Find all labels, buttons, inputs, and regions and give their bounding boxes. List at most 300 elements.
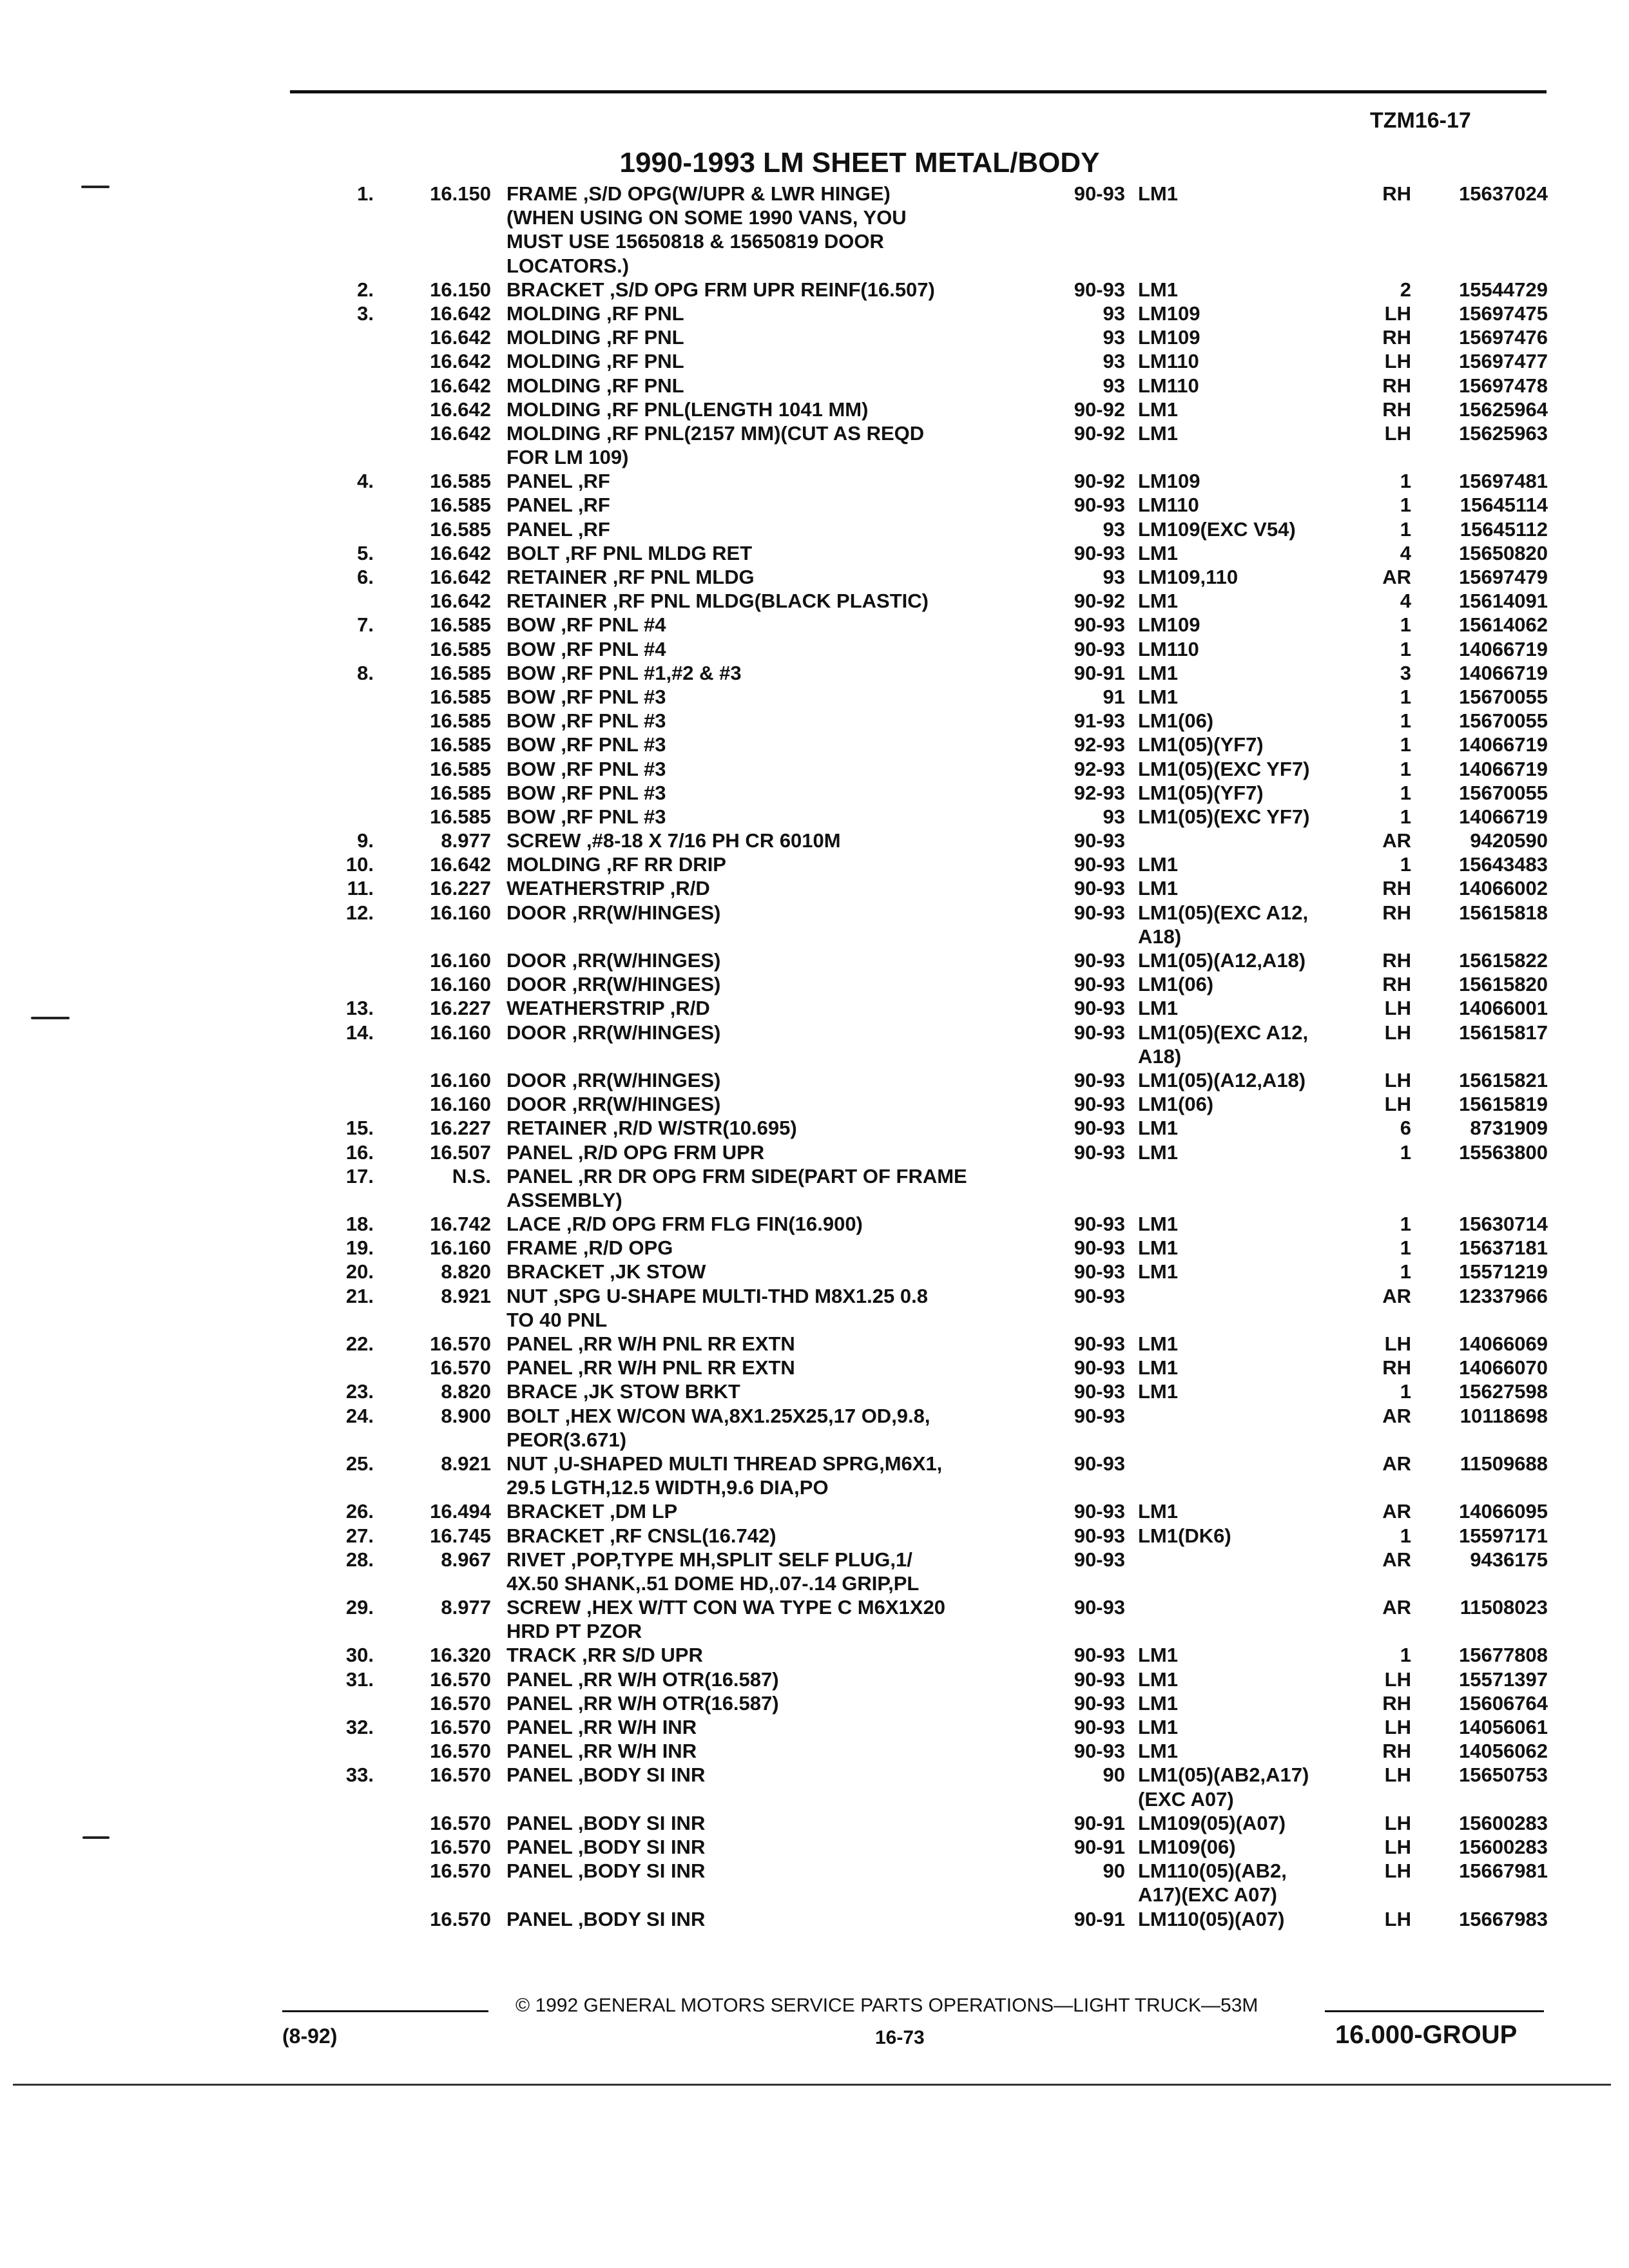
- model-years: 93: [1103, 517, 1125, 541]
- model-code: LM109(05)(A07): [1138, 1811, 1286, 1834]
- quantity: AR: [1382, 829, 1411, 852]
- model-years: 90-93: [1074, 973, 1125, 996]
- quantity: 1: [1400, 733, 1411, 756]
- table-row: [0, 996, 1629, 1020]
- table-row: [0, 1739, 1629, 1763]
- model-code: LM1: [1138, 997, 1178, 1020]
- quantity: 4: [1400, 541, 1411, 564]
- part-description: TO 40 PNL: [506, 1308, 608, 1331]
- quantity: LH: [1384, 302, 1411, 325]
- table-row: [0, 1428, 1629, 1452]
- model-years: 93: [1103, 302, 1125, 325]
- model-code: LM1(05)(A12,A18): [1138, 949, 1306, 972]
- part-number: 15697477: [1459, 350, 1548, 373]
- quantity: LH: [1384, 1332, 1411, 1355]
- table-row: [0, 445, 1629, 469]
- item-ref: 21.: [345, 1284, 374, 1307]
- model-code: LM1(05)(EXC A12,: [1138, 901, 1309, 924]
- part-description: PANEL ,RR W/H PNL RR EXTN: [506, 1356, 795, 1379]
- part-number: 15563800: [1459, 1140, 1548, 1164]
- model-years: 91-93: [1074, 709, 1125, 733]
- part-description: PANEL ,RR W/H INR: [506, 1740, 697, 1763]
- group-number: 8.921: [441, 1452, 491, 1475]
- quantity: 1: [1400, 1236, 1411, 1260]
- item-ref: 13.: [345, 997, 374, 1020]
- table-row: [0, 1643, 1629, 1667]
- group-number: 16.570: [430, 1811, 491, 1834]
- part-description: TRACK ,RR S/D UPR: [506, 1644, 703, 1667]
- quantity: 3: [1400, 661, 1411, 684]
- model-code: LM1: [1138, 1236, 1178, 1260]
- group-number: 16.570: [430, 1691, 491, 1715]
- group-number: 16.227: [430, 997, 491, 1020]
- table-row: [0, 1140, 1629, 1164]
- table-row: [0, 829, 1629, 852]
- model-code: LM1: [1138, 877, 1178, 900]
- part-description: NUT ,U-SHAPED MULTI THREAD SPRG,M6X1,: [506, 1452, 943, 1475]
- model-years: 90-91: [1074, 661, 1125, 684]
- item-ref: 10.: [345, 853, 374, 876]
- quantity: 2: [1400, 278, 1411, 301]
- part-description: FRAME ,S/D OPG(W/UPR & LWR HINGE): [506, 182, 891, 205]
- part-description: PANEL ,RR W/H OTR(16.587): [506, 1691, 779, 1715]
- group-number: 16.585: [430, 781, 491, 804]
- table-row: [0, 1763, 1629, 1787]
- table-row: [0, 469, 1629, 493]
- footer-date-code: (8-92): [282, 2024, 338, 2048]
- model-code: LM110: [1138, 374, 1199, 397]
- item-ref: 6.: [357, 566, 374, 588]
- table-row: [0, 901, 1629, 925]
- table-row: [0, 1475, 1629, 1499]
- part-number: 15650753: [1459, 1763, 1548, 1787]
- part-description: BOW ,RF PNL #3: [506, 685, 666, 708]
- part-description: DOOR ,RR(W/HINGES): [506, 1093, 721, 1116]
- part-description: FOR LM 109): [506, 446, 629, 469]
- table-row: [0, 1907, 1629, 1931]
- part-description: RETAINER ,R/D W/STR(10.695): [506, 1117, 797, 1140]
- model-years: 90: [1103, 1763, 1125, 1787]
- part-description: PANEL ,RF: [506, 470, 610, 493]
- part-description: NUT ,SPG U-SHAPE MULTI-THD M8X1.25 0.8: [506, 1284, 928, 1307]
- group-number: 16.570: [430, 1860, 491, 1883]
- group-number: 16.160: [430, 1236, 491, 1260]
- table-row: [0, 493, 1629, 517]
- quantity: 1: [1400, 637, 1411, 660]
- model-years: 90-93: [1074, 949, 1125, 972]
- model-years: 90-92: [1074, 398, 1125, 421]
- group-number: 16.642: [430, 398, 491, 421]
- group-number: 16.570: [430, 1740, 491, 1763]
- model-code: LM1: [1138, 1667, 1178, 1691]
- quantity: 1: [1400, 853, 1411, 876]
- part-number: 15627598: [1459, 1380, 1548, 1403]
- group-number: 16.585: [430, 757, 491, 780]
- table-row: [0, 229, 1629, 253]
- table-row: [0, 398, 1629, 421]
- footer-page-number: 16-73: [875, 2027, 925, 2048]
- bottom-rule: [13, 2084, 1611, 2086]
- group-number: 16.642: [430, 374, 491, 397]
- table-row: [0, 1667, 1629, 1691]
- part-description: PANEL ,BODY SI INR: [506, 1811, 706, 1834]
- model-years: 92-93: [1074, 781, 1125, 804]
- model-years: 90-93: [1074, 877, 1125, 900]
- group-number: 16.585: [430, 613, 491, 637]
- quantity: LH: [1384, 1763, 1411, 1787]
- group-number: 16.160: [430, 1021, 491, 1044]
- model-code: A18): [1138, 1044, 1182, 1068]
- model-code: LM109: [1138, 302, 1200, 325]
- model-code: LM1: [1138, 590, 1178, 613]
- quantity: LH: [1384, 1860, 1411, 1883]
- part-description: BOLT ,HEX W/CON WA,8X1.25X25,17 OD,9.8,: [506, 1404, 930, 1427]
- quantity: 1: [1400, 1524, 1411, 1547]
- model-years: 90-93: [1074, 901, 1125, 924]
- part-description: HRD PT PZOR: [506, 1620, 642, 1643]
- group-number: 16.160: [430, 949, 491, 972]
- part-number: 14066719: [1459, 805, 1548, 828]
- model-code: LM110(05)(AB2,: [1138, 1860, 1287, 1883]
- item-ref: 1.: [357, 182, 374, 205]
- group-number: 16.570: [430, 1667, 491, 1691]
- table-row: [0, 565, 1629, 589]
- table-row: [0, 1595, 1629, 1619]
- model-years: 90-93: [1074, 1667, 1125, 1691]
- quantity: 1: [1400, 709, 1411, 733]
- model-code: LM109: [1138, 326, 1200, 349]
- model-years: 90-93: [1074, 1404, 1125, 1427]
- group-number: 8.967: [441, 1548, 491, 1571]
- model-code: LM1(05)(EXC A12,: [1138, 1021, 1309, 1044]
- part-number: 15697481: [1459, 470, 1548, 493]
- part-number: 15670055: [1459, 781, 1548, 804]
- model-years: 93: [1103, 326, 1125, 349]
- part-number: 15697476: [1459, 326, 1548, 349]
- part-description: PANEL ,RF: [506, 517, 610, 541]
- part-number: 10118698: [1460, 1404, 1548, 1427]
- group-number: 8.820: [441, 1260, 491, 1283]
- group-number: 16.320: [430, 1644, 491, 1667]
- part-number: 15571397: [1459, 1667, 1548, 1691]
- footer-group: 16.000-GROUP: [1335, 2021, 1518, 2049]
- model-code: LM109(EXC V54): [1138, 517, 1296, 541]
- model-code: LM1: [1138, 182, 1178, 205]
- part-description: BRACE ,JK STOW BRKT: [506, 1380, 740, 1403]
- quantity: RH: [1382, 1356, 1411, 1379]
- part-number: 15670055: [1459, 709, 1548, 733]
- table-row: [0, 1452, 1629, 1475]
- model-years: 90-93: [1074, 1524, 1125, 1547]
- part-description: RIVET ,POP,TYPE MH,SPLIT SELF PLUG,1/: [506, 1548, 912, 1571]
- part-description: BOW ,RF PNL #1,#2 & #3: [506, 661, 742, 684]
- table-row: [0, 278, 1629, 302]
- model-years: 90-93: [1074, 1691, 1125, 1715]
- part-number: 15615822: [1459, 949, 1548, 972]
- part-description: MOLDING ,RF PNL(2157 MM)(CUT AS REQD: [506, 421, 925, 445]
- part-number: 15615817: [1459, 1021, 1548, 1044]
- footer-copyright: © 1992 GENERAL MOTORS SERVICE PARTS OPERATIONS—LIGHT TRUCK—53M: [516, 1995, 1258, 2016]
- table-row: [0, 1835, 1629, 1859]
- part-number: 15667983: [1459, 1907, 1548, 1930]
- part-number: 15615821: [1459, 1068, 1548, 1091]
- page-code: TZM16-17: [1370, 108, 1471, 133]
- model-years: 90-93: [1074, 829, 1125, 852]
- group-number: 16.585: [430, 685, 491, 708]
- quantity: AR: [1382, 1596, 1411, 1619]
- part-number: 14066719: [1459, 733, 1548, 756]
- table-row: [0, 1548, 1629, 1571]
- group-number: 16.642: [430, 350, 491, 373]
- table-row: [0, 613, 1629, 637]
- model-years: 90-91: [1074, 1907, 1125, 1930]
- quantity: RH: [1382, 1691, 1411, 1715]
- model-code: LM1: [1138, 1380, 1178, 1403]
- item-ref: 25.: [345, 1452, 374, 1475]
- item-ref: 2.: [357, 278, 374, 301]
- part-description: BRACKET ,JK STOW: [506, 1260, 706, 1283]
- model-code: LM109: [1138, 470, 1200, 493]
- model-code: LM110: [1138, 637, 1199, 660]
- quantity: 1: [1400, 1260, 1411, 1283]
- model-years: 90-93: [1074, 1332, 1125, 1355]
- part-description: PANEL ,RR DR OPG FRM SIDE(PART OF FRAME: [506, 1164, 967, 1187]
- parts-table: [0, 182, 1629, 1931]
- item-ref: 23.: [345, 1380, 374, 1403]
- part-description: MOLDING ,RF RR DRIP: [506, 853, 726, 876]
- group-number: 16.642: [430, 541, 491, 564]
- model-years: 90-93: [1074, 1117, 1125, 1140]
- model-years: 90-91: [1074, 1811, 1125, 1834]
- model-code: LM1(05)(A12,A18): [1138, 1068, 1306, 1091]
- model-years: 90-93: [1074, 1260, 1125, 1283]
- part-description: SCREW ,HEX W/TT CON WA TYPE C M6X1X20: [506, 1596, 945, 1619]
- model-code: LM1(05)(YF7): [1138, 781, 1264, 804]
- model-years: 90-92: [1074, 470, 1125, 493]
- model-code: LM1(06): [1138, 709, 1214, 733]
- item-ref: 17.: [345, 1164, 374, 1187]
- item-ref: 18.: [345, 1213, 374, 1236]
- model-code: LM1: [1138, 1140, 1178, 1164]
- part-description: DOOR ,RR(W/HINGES): [506, 973, 721, 996]
- item-ref: 29.: [345, 1596, 374, 1619]
- page-title: 1990-1993 LM SHEET METAL/BODY: [619, 147, 1100, 178]
- part-number: 15606764: [1459, 1691, 1548, 1715]
- part-description: DOOR ,RR(W/HINGES): [506, 1021, 721, 1044]
- part-description: WEATHERSTRIP ,R/D: [506, 877, 710, 900]
- part-description: MOLDING ,RF PNL: [506, 374, 684, 397]
- item-ref: 33.: [345, 1763, 374, 1787]
- table-row: [0, 1379, 1629, 1403]
- quantity: LH: [1384, 421, 1411, 445]
- table-row: [0, 1308, 1629, 1332]
- table-row: [0, 1188, 1629, 1212]
- part-number: 15630714: [1459, 1213, 1548, 1236]
- part-number: 14066070: [1459, 1356, 1548, 1379]
- quantity: 1: [1400, 470, 1411, 493]
- table-row: [0, 972, 1629, 996]
- part-number: 14066719: [1459, 637, 1548, 660]
- part-description: DOOR ,RR(W/HINGES): [506, 1068, 721, 1091]
- model-years: 90-93: [1074, 1716, 1125, 1738]
- table-row: [0, 421, 1629, 445]
- item-ref: 3.: [357, 302, 374, 325]
- model-years: 90-93: [1074, 1596, 1125, 1619]
- item-ref: 12.: [345, 901, 374, 924]
- top-rule: [290, 90, 1547, 93]
- table-row: [0, 1092, 1629, 1116]
- part-number: 12337966: [1459, 1284, 1548, 1307]
- part-number: 15615818: [1459, 901, 1548, 924]
- model-years: 90-92: [1074, 590, 1125, 613]
- part-description: MOLDING ,RF PNL: [506, 350, 684, 373]
- model-code: LM1: [1138, 1691, 1178, 1715]
- part-description: BOW ,RF PNL #3: [506, 757, 666, 780]
- group-number: 16.642: [430, 853, 491, 876]
- model-code: LM1: [1138, 1356, 1178, 1379]
- table-row: [0, 925, 1629, 948]
- part-number: 15637024: [1459, 182, 1548, 205]
- item-ref: 7.: [357, 613, 374, 637]
- part-description: BRACKET ,DM LP: [506, 1500, 678, 1523]
- part-description: WEATHERSTRIP ,R/D: [506, 997, 710, 1020]
- part-description: PANEL ,BODY SI INR: [506, 1907, 706, 1930]
- quantity: RH: [1382, 182, 1411, 205]
- item-ref: 11.: [347, 877, 374, 900]
- quantity: RH: [1382, 949, 1411, 972]
- model-code: LM110(05)(A07): [1138, 1907, 1285, 1930]
- quantity: AR: [1382, 1548, 1411, 1571]
- quantity: 4: [1400, 590, 1411, 613]
- table-row: [0, 374, 1629, 398]
- model-code: LM1: [1138, 1716, 1178, 1738]
- model-code: LM1(06): [1138, 1093, 1214, 1116]
- group-number: 16.227: [430, 877, 491, 900]
- item-ref: 32.: [345, 1716, 374, 1738]
- group-number: 16.570: [430, 1716, 491, 1738]
- table-row: [0, 852, 1629, 876]
- group-number: 16.570: [430, 1907, 491, 1930]
- quantity: 1: [1400, 757, 1411, 780]
- table-row: [0, 637, 1629, 661]
- group-number: 16.227: [430, 1117, 491, 1140]
- model-code: LM110: [1138, 494, 1199, 517]
- quantity: RH: [1382, 901, 1411, 924]
- model-code: LM1: [1138, 541, 1178, 564]
- model-years: 90-93: [1074, 637, 1125, 660]
- table-row: [0, 206, 1629, 229]
- model-years: 90-93: [1074, 1236, 1125, 1260]
- quantity: LH: [1384, 1907, 1411, 1930]
- model-years: 92-93: [1074, 757, 1125, 780]
- table-row: [0, 1787, 1629, 1811]
- part-number: 14066002: [1459, 877, 1548, 900]
- table-row: [0, 1044, 1629, 1068]
- part-number: 15697475: [1459, 302, 1548, 325]
- quantity: LH: [1384, 1021, 1411, 1044]
- part-number: 14066719: [1459, 661, 1548, 684]
- group-number: 16.570: [430, 1763, 491, 1787]
- part-description: SCREW ,#8-18 X 7/16 PH CR 6010M: [506, 829, 841, 852]
- group-number: 16.570: [430, 1332, 491, 1355]
- part-description: PANEL ,RR W/H OTR(16.587): [506, 1667, 779, 1691]
- group-number: 16.160: [430, 1093, 491, 1116]
- quantity: LH: [1384, 1068, 1411, 1091]
- table-row: [0, 1332, 1629, 1356]
- item-ref: 31.: [345, 1667, 374, 1691]
- model-code: LM1: [1138, 421, 1178, 445]
- model-years: 90-93: [1074, 613, 1125, 637]
- table-row: [0, 1404, 1629, 1428]
- model-years: 92-93: [1074, 733, 1125, 756]
- part-description: PANEL ,BODY SI INR: [506, 1835, 706, 1858]
- model-code: LM1(06): [1138, 973, 1214, 996]
- group-number: 8.977: [441, 1596, 491, 1619]
- model-code: LM1(05)(YF7): [1138, 733, 1264, 756]
- model-code: LM1: [1138, 1740, 1178, 1763]
- table-row: [0, 1260, 1629, 1283]
- group-number: 16.585: [430, 805, 491, 828]
- part-description: RETAINER ,RF PNL MLDG: [506, 566, 755, 588]
- part-number: 14066069: [1459, 1332, 1548, 1355]
- table-row: [0, 685, 1629, 709]
- model-code: LM1: [1138, 1500, 1178, 1523]
- table-row: [0, 805, 1629, 829]
- model-code: LM1: [1138, 1332, 1178, 1355]
- model-code: LM1(05)(EXC YF7): [1138, 757, 1310, 780]
- part-number: 15544729: [1459, 278, 1548, 301]
- table-row: [0, 1236, 1629, 1260]
- table-row: [0, 325, 1629, 349]
- model-years: 90-93: [1074, 1093, 1125, 1116]
- model-years: 90-93: [1074, 494, 1125, 517]
- part-description: MOLDING ,RF PNL: [506, 326, 684, 349]
- model-years: 90-93: [1074, 1068, 1125, 1091]
- item-ref: 30.: [345, 1644, 374, 1667]
- group-number: 8.921: [441, 1284, 491, 1307]
- model-years: 90-93: [1074, 853, 1125, 876]
- table-row: [0, 1524, 1629, 1548]
- table-row: [0, 876, 1629, 900]
- model-years: 90-93: [1074, 1021, 1125, 1044]
- quantity: LH: [1384, 1093, 1411, 1116]
- table-row: [0, 1284, 1629, 1308]
- model-code: LM1: [1138, 1117, 1178, 1140]
- model-years: 93: [1103, 805, 1125, 828]
- quantity: LH: [1384, 350, 1411, 373]
- part-number: 15637181: [1459, 1236, 1548, 1260]
- part-number: 14066001: [1459, 997, 1548, 1020]
- quantity: LH: [1384, 997, 1411, 1020]
- table-row: [0, 1356, 1629, 1379]
- model-years: 90-93: [1074, 1140, 1125, 1164]
- table-row: [0, 1499, 1629, 1523]
- group-number: 16.742: [430, 1213, 491, 1236]
- model-code: (EXC A07): [1138, 1787, 1234, 1811]
- model-years: 90-93: [1074, 1452, 1125, 1475]
- group-number: 8.820: [441, 1380, 491, 1403]
- part-number: 15697479: [1459, 566, 1548, 588]
- item-ref: 9.: [357, 829, 374, 852]
- quantity: RH: [1382, 973, 1411, 996]
- group-number: 16.642: [430, 566, 491, 588]
- table-row: [0, 948, 1629, 972]
- part-number: 15650820: [1459, 541, 1548, 564]
- part-number: 15571219: [1459, 1260, 1548, 1283]
- part-description: BRACKET ,S/D OPG FRM UPR REINF(16.507): [506, 278, 935, 301]
- quantity: 1: [1400, 1140, 1411, 1164]
- model-years: 91: [1103, 685, 1125, 708]
